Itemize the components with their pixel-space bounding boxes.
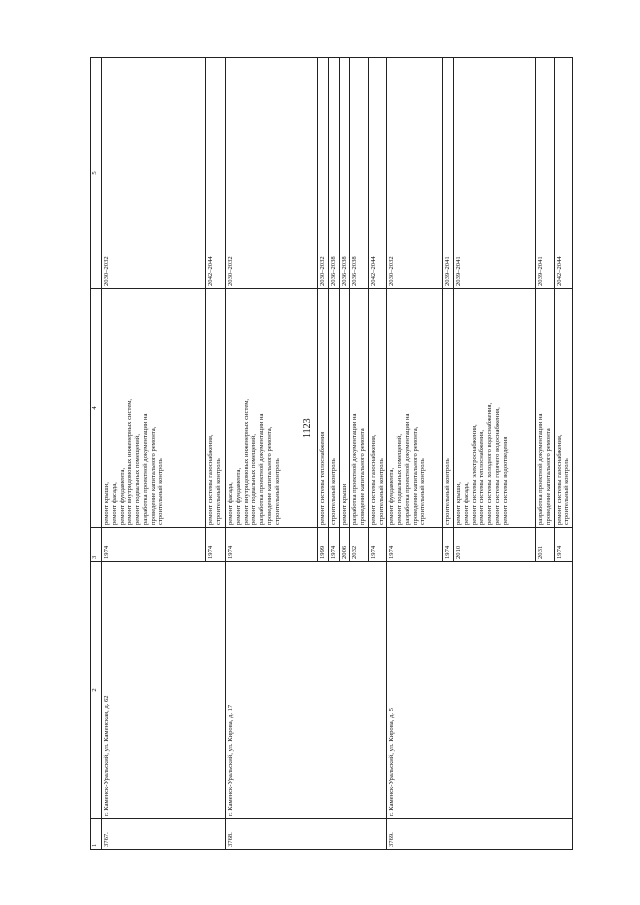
column-header-3: 3 <box>91 528 102 562</box>
build-year: 1974 <box>554 528 573 562</box>
work-types: ремонт крыши, ремонт фасада, ремонт фундамента, ремонт внутридомовых инженерных систем, ремонт подвальных помещений, разработка проектной документации на проведение капитального ремонта, строительный контроль <box>102 289 206 528</box>
column-header-4: 4 <box>91 289 102 528</box>
repair-period: 2039–2041 <box>443 58 454 289</box>
table-row <box>387 58 443 850</box>
repair-period: 2042–2044 <box>368 58 387 289</box>
work-types: ремонт системы газоснабжения, строительный контроль <box>368 289 387 528</box>
column-header-1: 1 <box>91 819 102 850</box>
repair-period: 2039–2041 <box>454 58 536 289</box>
repair-period: 2030–2032 <box>226 58 318 289</box>
column-header-5: 5 <box>91 58 102 289</box>
build-year: 2006 <box>339 528 350 562</box>
repair-period: 2042–2044 <box>554 58 573 289</box>
repair-period: 2036–2038 <box>350 58 369 289</box>
build-year: 1999 <box>318 528 329 562</box>
build-year: 2010 <box>454 528 536 562</box>
header-row <box>91 58 102 850</box>
work-types: ремонт системы газоснабжения, строительный контроль <box>206 289 226 528</box>
repair-period: 2030–2032 <box>387 58 443 289</box>
row-address: г. Каменск-Уральский, ул. Каменская, д. 62 <box>102 562 226 819</box>
repair-schedule-table <box>90 57 573 850</box>
page-number-text: 1123 <box>302 418 313 438</box>
repair-period: 2036–2038 <box>339 58 350 289</box>
repair-period: 2042–2044 <box>206 58 226 289</box>
build-year: 1974 <box>387 528 443 562</box>
build-year: 1974 <box>443 528 454 562</box>
column-header-2: 2 <box>91 562 102 819</box>
build-year: 1974 <box>328 528 339 562</box>
repair-period: 2030–2032 <box>318 58 329 289</box>
row-address: г. Каменск-Уральский, ул. Кирова, д. 17 <box>226 562 387 819</box>
build-year: 2031 <box>536 528 555 562</box>
work-types: разработка проектной документации на проведение капитального ремонта <box>536 289 555 528</box>
row-number: 3767. <box>102 819 226 850</box>
build-year: 2032 <box>350 528 369 562</box>
build-year: 1974 <box>206 528 226 562</box>
work-types: ремонт крыши <box>339 289 350 528</box>
repair-period: 2039–2041 <box>536 58 555 289</box>
row-number: 3769. <box>387 819 573 850</box>
row-address: г. Каменск-Уральский, ул. Кирова, д. 5 <box>387 562 573 819</box>
work-types: ремонт фундамента, ремонт подвальных помещений, разработка проектной документации на проведение капитального ремонта, строительный контроль <box>387 289 443 528</box>
work-types: разработка проектной документации на проведение капитального ремонта <box>350 289 369 528</box>
work-types: строительный контроль <box>443 289 454 528</box>
repair-period: 2030–2032 <box>102 58 206 289</box>
work-types: ремонт системы теплоснабжения <box>318 289 329 528</box>
build-year: 1974 <box>102 528 206 562</box>
table-row <box>102 58 206 850</box>
work-types: ремонт системы газоснабжения, строительный контроль <box>554 289 573 528</box>
rotated-table-container <box>90 83 588 850</box>
repair-period: 2036–2038 <box>328 58 339 289</box>
row-number: 3768. <box>226 819 387 850</box>
work-types: строительный контроль <box>328 289 339 528</box>
build-year: 1974 <box>226 528 318 562</box>
table-row <box>226 58 318 850</box>
work-types: ремонт фасада, ремонт фундамента, ремонт внутридомовых инженерных систем, ремонт подвальных помещений, разработка проектной документации на проведение капитального ремонта, строительный контроль <box>226 289 318 528</box>
work-types: ремонт крыши, ремонт фасада, ремонт системы электроснабжения, ремонт системы теплоснабжения, ремонт системы холодного водоснабжения, ремонт системы горячего водоснабжения, ремонт системы водоотведения <box>454 289 536 528</box>
build-year: 1974 <box>368 528 387 562</box>
